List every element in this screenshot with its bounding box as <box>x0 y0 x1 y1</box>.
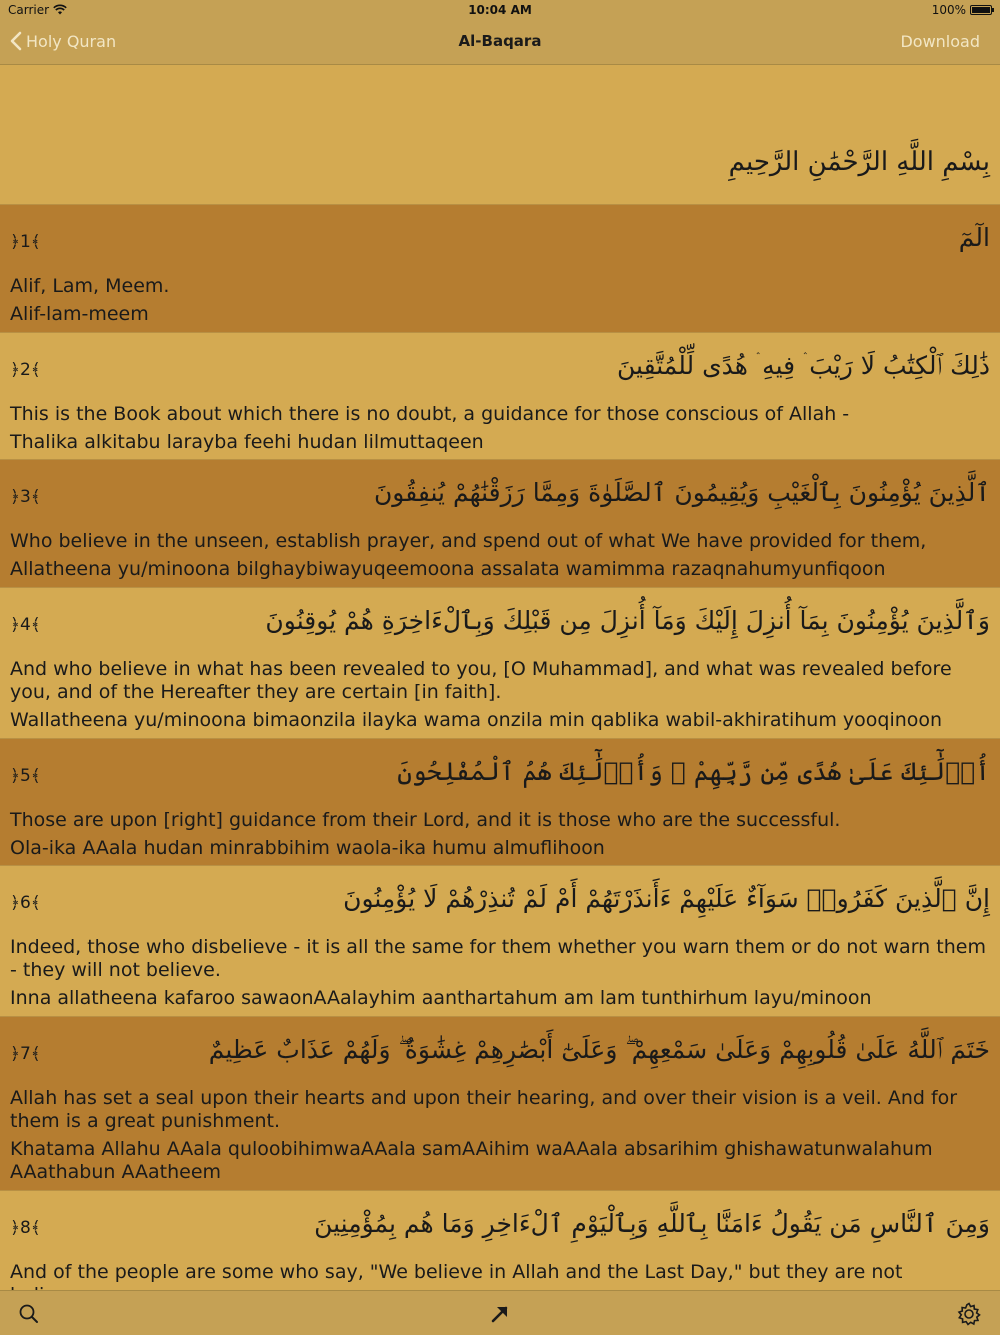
verse-row[interactable] <box>0 333 1000 460</box>
gear-icon <box>956 1301 982 1327</box>
share-arrow-icon <box>487 1301 513 1327</box>
status-bar <box>0 0 1000 22</box>
verse-number: ﴿7﴾ <box>10 1044 41 1064</box>
verse-number: ﴿3﴾ <box>10 487 41 507</box>
verse-arabic: أُو۟لَٰٓئِكَ عَلَىٰ هُدًى مِّن رَّبِّهِمْ ۖ وَأُو۟لَٰٓئِكَ هُمُ ٱلْمُفْلِحُونَ <box>397 757 990 786</box>
verse-transliteration: Alif-lam-meem <box>10 303 149 325</box>
verse-arabic: وَٱلَّذِينَ يُؤْمِنُونَ بِمَآ أُنزِلَ إِلَيْكَ وَمَآ أُنزِلَ مِن قَبْلِكَ وَبِٱلْءَاخِرَةِ هُمْ يُوقِنُونَ <box>265 606 990 635</box>
navigation-bar <box>0 22 1000 65</box>
verse-arabic: الٓمٓ <box>958 223 990 252</box>
verse-row[interactable] <box>0 205 1000 333</box>
back-button-label: Holy Quran <box>26 31 117 51</box>
verse-translation: And who believe in what has been revealed to you, [O Muhammad], and what was revealed before you, and of the Hereafter they are certain [in faith]. <box>10 658 952 703</box>
verse-transliteration: Wallatheena yu/minoona bimaonzila ilayka wama onzila min qablika wabil-akhiratihum yooqinoon <box>10 709 943 731</box>
verse-transliteration: Allatheena yu/minoona bilghaybiwayuqeemoona assalata wamimma razaqnahumyunfiqoon <box>10 558 886 580</box>
verse-arabic: إِنَّ ٱلَّذِينَ كَفَرُوا۟ سَوَآءٌ عَلَيْهِمْ ءَأَنذَرْتَهُمْ أَمْ لَمْ تُنذِرْهُمْ لَا يُؤْمِنُونَ <box>343 884 990 913</box>
verse-transliteration: Thalika alkitabu larayba feehi hudan lilmuttaqeen <box>10 431 484 453</box>
verse-translation: This is the Book about which there is no doubt, a guidance for those conscious of Allah - <box>10 403 850 425</box>
basmala-header <box>0 65 1000 205</box>
carrier-label: Carrier <box>8 3 50 17</box>
verse-arabic: وَمِنَ ٱلنَّاسِ مَن يَقُولُ ءَامَنَّا بِٱللَّهِ وَبِٱلْيَوْمِ ٱلْءَاخِرِ وَمَا هُم بِمُؤْمِنِينَ <box>314 1209 990 1238</box>
verse-transliteration: Inna allatheena kafaroo sawaonAAalayhim aanthartahum am lam tunthirhum layu/minoon <box>10 987 872 1009</box>
verse-row[interactable] <box>0 588 1000 739</box>
download-button[interactable]: Download <box>900 32 980 51</box>
verse-arabic: ٱلَّذِينَ يُؤْمِنُونَ بِٱلْغَيْبِ وَيُقِيمُونَ ٱلصَّلَوٰةَ وَمِمَّا رَزَقْنَٰهُمْ يُنفِقُونَ <box>373 478 990 507</box>
verse-translation: Alif, Lam, Meem. <box>10 275 170 297</box>
verse-translation: And of the people are some who say, "We believe in Allah and the Last Day," but they are not <box>10 1261 903 1283</box>
verse-translation: Who believe in the unseen, establish prayer, and spend out of what We have provided for them, <box>10 530 927 552</box>
jump-button[interactable] <box>487 1301 513 1327</box>
clock: 10:04 AM <box>468 3 532 17</box>
verse-translation: Allah has set a seal upon their hearts and upon their hearing, and over their vision is a veil. And for them is a great punishment. <box>10 1087 958 1132</box>
search-button[interactable] <box>16 1301 42 1327</box>
verse-row[interactable] <box>0 739 1000 866</box>
verse-number: ﴿8﴾ <box>10 1218 41 1238</box>
verse-arabic: ذَٰلِكَ ٱلْكِتَٰبُ لَا رَيْبَ ۛ فِيهِ ۛ هُدًى لِّلْمُتَّقِينَ <box>617 351 990 380</box>
verse-number: ﴿5﴾ <box>10 766 41 786</box>
search-icon <box>16 1301 42 1327</box>
verse-translation: Indeed, those who disbelieve - it is all the same for them whether you warn them or do not warn them - they will not believe. <box>10 936 986 981</box>
verse-number: ﴿1﴾ <box>10 232 41 252</box>
verse-number: ﴿6﴾ <box>10 893 41 913</box>
verse-row[interactable] <box>0 460 1000 588</box>
basmala-text: بِسْمِ اللَّهِ الرَّحْمَٰنِ الرَّحِيمِ <box>728 147 990 177</box>
verse-number: ﴿4﴾ <box>10 615 41 635</box>
verse-translation: Those are upon [right] guidance from their Lord, and it is those who are the successful. <box>10 809 841 831</box>
bottom-toolbar <box>0 1290 1000 1335</box>
battery-percent: 100% <box>931 3 966 17</box>
verse-transliteration: Ola-ika AAala hudan minrabbihim waola-ika humu almuflihoon <box>10 837 605 859</box>
battery-icon <box>970 5 992 15</box>
verse-arabic: خَتَمَ ٱللَّهُ عَلَىٰ قُلُوبِهِمْ وَعَلَىٰ سَمْعِهِمْ ۖ وَعَلَىٰٓ أَبْصَٰرِهِمْ غِشَٰوَةٌ ۖ وَلَهُمْ عَذَابٌ عَظِيمٌ <box>208 1035 990 1064</box>
verse-number: ﴿2﴾ <box>10 360 41 380</box>
settings-button[interactable] <box>956 1301 982 1327</box>
page-title: Al-Baqara <box>458 32 542 50</box>
verse-row[interactable] <box>0 1017 1000 1191</box>
verse-transliteration: Khatama Allahu AAala quloobihimwaAAala samAAihim waAAala absarihim ghishawatunwalahum AAathabun AAatheem <box>10 1138 933 1183</box>
verse-row[interactable] <box>0 866 1000 1017</box>
verse-list[interactable] <box>0 65 1000 1290</box>
battery-indicator <box>932 3 992 17</box>
